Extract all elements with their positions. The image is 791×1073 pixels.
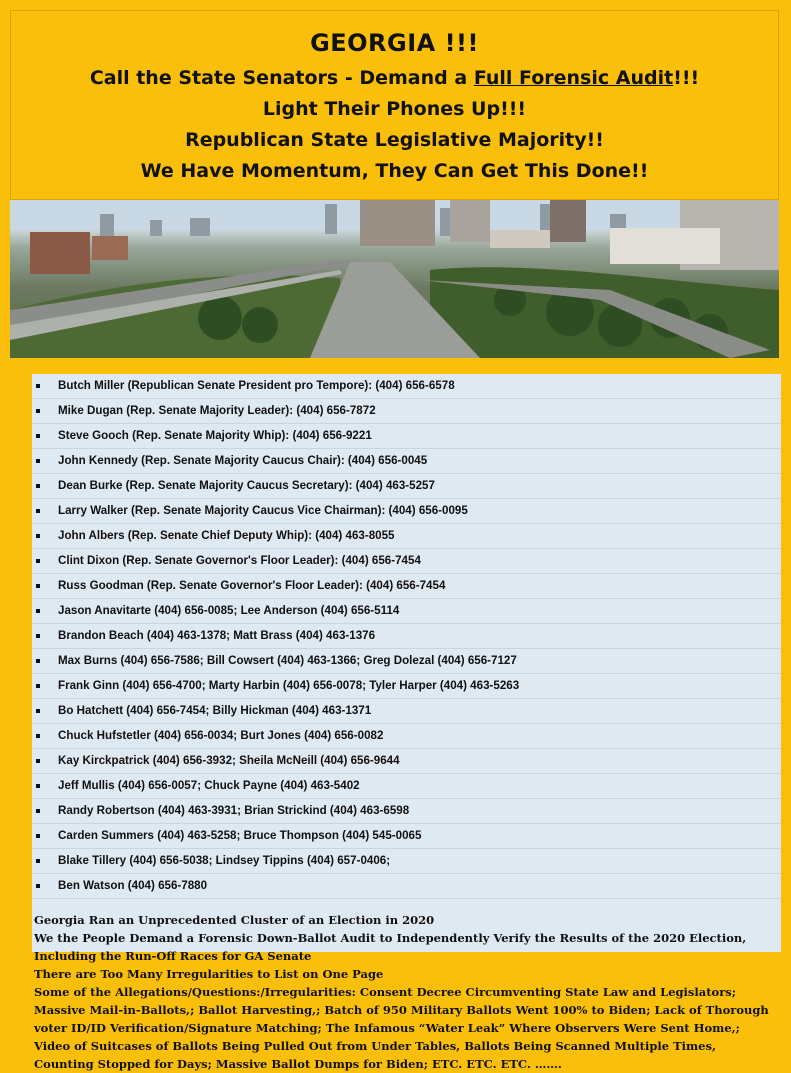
list-item: Carden Summers (404) 463-5258; Bruce Thompson (404) 545-0065 bbox=[32, 824, 781, 849]
statement-paragraph: We the People Demand a Forensic Down-Ballot Audit to Independently Verify the Results of the 2020 Election, Including the Run-Off Races for GA Senate bbox=[34, 931, 747, 963]
headline-audit-prefix: Call the State Senators - Demand a bbox=[89, 67, 474, 89]
allegations-paragraph: Some of the Allegations/Questions:/Irregularities: Consent Decree Circumventing State Law and Legislators; Massive Mail-in-Ballots,; Ballot Harvesting,; Batch of 950 Military Ballots Went 100% to Biden; Lack of Thorough voter ID/ID Verification/Signature Matching; The Infamous “Water Leak” Where Observers Were Sent Home,; Video of Suitcases of Ballots Being Pulled Out from Under Tables, Ballots Being Scanned Multiple Times, Counting Stopped for Days; Massive Ballot Dumps for Biden; ETC. ETC. ETC. ……. bbox=[34, 985, 769, 1071]
list-item: Kay Kirckpatrick (404) 656-3932; Sheila McNeill (404) 656-9644 bbox=[32, 749, 781, 774]
headline-momentum: We Have Momentum, They Can Get This Done!! bbox=[140, 160, 649, 182]
headline-majority: Republican State Legislative Majority!! bbox=[185, 129, 604, 151]
statement-paragraph: Georgia Ran an Unprecedented Cluster of an Election in 2020 bbox=[34, 913, 435, 927]
list-item: John Albers (Rep. Senate Chief Deputy Whip): (404) 463-8055 bbox=[32, 524, 781, 549]
list-item: Jason Anavitarte (404) 656-0085; Lee Anderson (404) 656-5114 bbox=[32, 599, 781, 624]
skyline-illustration bbox=[10, 200, 779, 358]
headline-audit-suffix: !!! bbox=[673, 67, 700, 89]
list-item: Clint Dixon (Rep. Senate Governor's Floor Leader): (404) 656-7454 bbox=[32, 549, 781, 574]
list-item: Larry Walker (Rep. Senate Majority Caucus Vice Chairman): (404) 656-0095 bbox=[32, 499, 781, 524]
list-item: Ben Watson (404) 656-7880 bbox=[32, 874, 781, 899]
list-item: Randy Robertson (404) 463-3931; Brian Strickind (404) 463-6598 bbox=[32, 799, 781, 824]
list-item: Butch Miller (Republican Senate President pro Tempore): (404) 656-6578 bbox=[32, 374, 781, 399]
atlanta-skyline-photo bbox=[10, 200, 779, 358]
section-divider bbox=[32, 899, 781, 911]
list-item: Jeff Mullis (404) 656-0057; Chuck Payne (404) 463-5402 bbox=[32, 774, 781, 799]
list-item: Russ Goodman (Rep. Senate Governor's Floor Leader): (404) 656-7454 bbox=[32, 574, 781, 599]
statement-paragraph: There are Too Many Irregularities to List on One Page bbox=[34, 967, 384, 981]
header-banner bbox=[10, 10, 779, 200]
page-title: GEORGIA !!! bbox=[310, 29, 479, 57]
list-item: Max Burns (404) 656-7586; Bill Cowsert (404) 463-1366; Greg Dolezal (404) 656-7127 bbox=[32, 649, 781, 674]
list-item: Bo Hatchett (404) 656-7454; Billy Hickman (404) 463-1371 bbox=[32, 699, 781, 724]
senator-contact-list bbox=[32, 374, 781, 899]
list-item: Mike Dugan (Rep. Senate Majority Leader): (404) 656-7872 bbox=[32, 399, 781, 424]
list-item: Frank Ginn (404) 656-4700; Marty Harbin (404) 656-0078; Tyler Harper (404) 463-5263 bbox=[32, 674, 781, 699]
headline-phones: Light Their Phones Up!!! bbox=[262, 98, 527, 120]
list-item: Dean Burke (Rep. Senate Majority Caucus Secretary): (404) 463-5257 bbox=[32, 474, 781, 499]
list-item: Brandon Beach (404) 463-1378; Matt Brass (404) 463-1376 bbox=[32, 624, 781, 649]
list-item: Chuck Hufstetler (404) 656-0034; Burt Jones (404) 656-0082 bbox=[32, 724, 781, 749]
headline-audit bbox=[11, 63, 778, 94]
headline-audit-emphasis: Full Forensic Audit bbox=[473, 67, 674, 89]
list-item: Blake Tillery (404) 656-5038; Lindsey Tippins (404) 657-0406; bbox=[32, 849, 781, 874]
list-item: Steve Gooch (Rep. Senate Majority Whip): (404) 656-9221 bbox=[32, 424, 781, 449]
contact-panel bbox=[32, 374, 781, 1071]
list-item: John Kennedy (Rep. Senate Majority Caucus Chair): (404) 656-0045 bbox=[32, 449, 781, 474]
